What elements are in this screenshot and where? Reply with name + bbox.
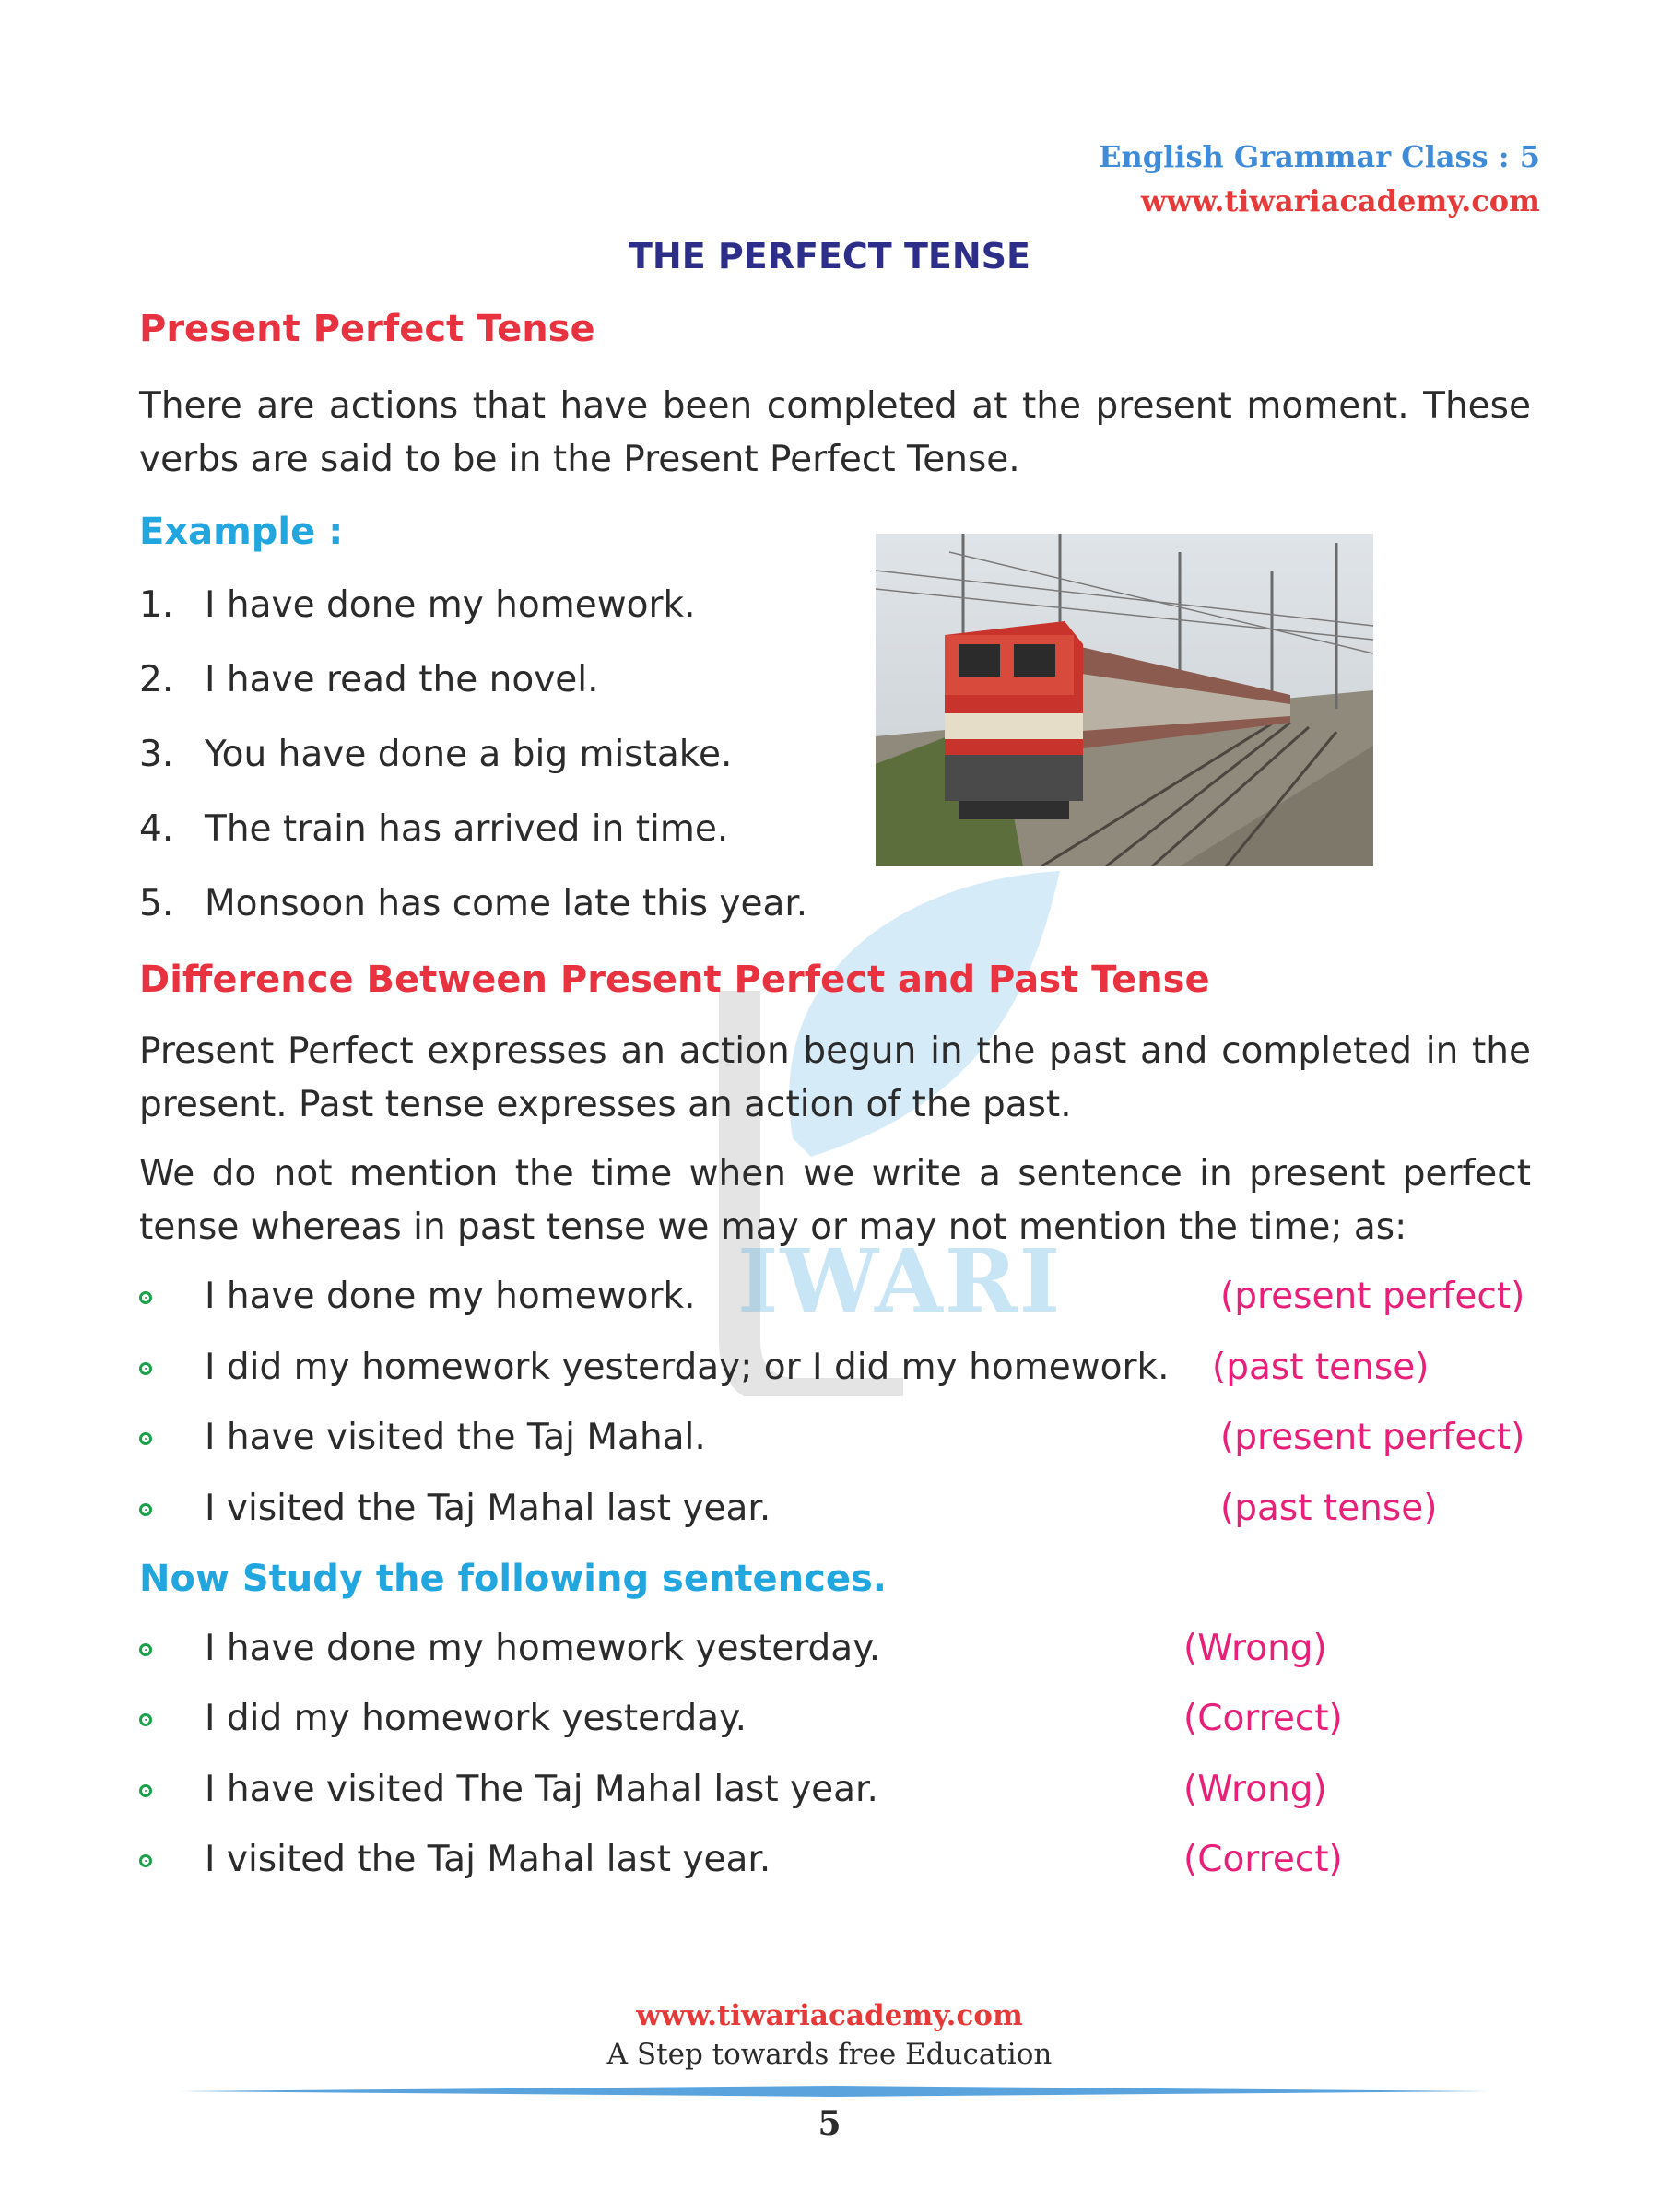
example-heading: Example :	[139, 511, 344, 553]
list-number: 2.	[139, 659, 174, 700]
list-item	[139, 659, 599, 700]
list-number: 5.	[139, 883, 174, 924]
tense-tag: (present perfect)	[1220, 1276, 1525, 1317]
page-number: 5	[818, 2104, 841, 2143]
tense-tag: (present perfect)	[1220, 1417, 1525, 1458]
list-text: I have visited The Taj Mahal last year.	[205, 1769, 878, 1810]
list-text: I have done my homework.	[205, 584, 696, 626]
bullet-icon	[139, 1643, 152, 1656]
correctness-tag: (Wrong)	[1183, 1628, 1327, 1669]
list-item	[139, 1488, 1522, 1543]
list-item	[139, 1417, 1525, 1472]
page-title: THE PERFECT TENSE	[629, 236, 1030, 276]
list-item	[139, 808, 728, 850]
list-item	[139, 1769, 1522, 1824]
correctness-tag: (Correct)	[1183, 1698, 1343, 1739]
list-text: I visited the Taj Mahal last year.	[205, 1488, 771, 1529]
bullet-icon	[139, 1291, 152, 1304]
watermark-text: IWARI	[737, 1230, 1063, 1333]
study-heading: Now Study the following sentences.	[139, 1558, 887, 1600]
tense-tag: (past tense)	[1212, 1347, 1430, 1388]
correctness-tag: (Wrong)	[1183, 1769, 1327, 1810]
list-text: I have done my homework yesterday.	[205, 1628, 881, 1669]
bullet-icon	[139, 1784, 152, 1797]
list-number: 3.	[139, 734, 174, 775]
list-item	[139, 1839, 1522, 1894]
bullet-icon	[139, 1432, 152, 1445]
difference-heading: Difference Between Present Perfect and Past Tense	[139, 959, 1210, 1001]
list-text: I did my homework yesterday; or I did my homework.	[205, 1347, 1170, 1388]
train-photo	[876, 534, 1373, 866]
list-text: I have visited the Taj Mahal.	[205, 1417, 706, 1458]
list-text: You have done a big mistake.	[205, 734, 733, 775]
header-website-link[interactable]: www.tiwariacademy.com	[1140, 183, 1540, 218]
list-item	[139, 584, 696, 626]
list-text: I visited the Taj Mahal last year.	[205, 1839, 771, 1880]
list-item	[139, 1347, 1522, 1402]
list-text: I have read the novel.	[205, 659, 599, 700]
difference-paragraph-2: We do not mention the time when we write a sentence in present perfect tense whereas in past tense we may or may not mention the time; as:	[139, 1153, 1531, 1248]
list-number: 4.	[139, 808, 174, 850]
header-class-label: English Grammar Class : 5	[1099, 139, 1540, 174]
list-item	[139, 1698, 1522, 1753]
list-text: Monsoon has come late this year.	[205, 883, 808, 924]
bullet-icon	[139, 1503, 152, 1516]
present-perfect-heading: Present Perfect Tense	[139, 308, 595, 350]
list-item	[139, 883, 807, 924]
tense-tag: (past tense)	[1220, 1488, 1438, 1529]
footer-website-link[interactable]: www.tiwariacademy.com	[636, 1999, 1023, 2032]
bullet-icon	[139, 1713, 152, 1726]
list-item	[139, 734, 732, 775]
list-number: 1.	[139, 584, 174, 626]
list-item	[139, 1628, 1522, 1683]
list-text: I have done my homework.	[205, 1276, 696, 1317]
bullet-icon	[139, 1854, 152, 1867]
footer-divider	[180, 2086, 1488, 2097]
list-text: I did my homework yesterday.	[205, 1698, 747, 1739]
footer-tagline: A Step towards free Education	[606, 2038, 1053, 2071]
bullet-icon	[139, 1362, 152, 1375]
list-item	[139, 1276, 1525, 1331]
present-perfect-paragraph: There are actions that have been completed at the present moment. These verbs are said to be in the Present Perfect Tense.	[139, 385, 1531, 480]
list-text: The train has arrived in time.	[205, 808, 729, 850]
correctness-tag: (Correct)	[1183, 1839, 1343, 1880]
difference-paragraph-1: Present Perfect expresses an action begun in the past and completed in the present. Past tense expresses an action of the past.	[139, 1030, 1531, 1125]
